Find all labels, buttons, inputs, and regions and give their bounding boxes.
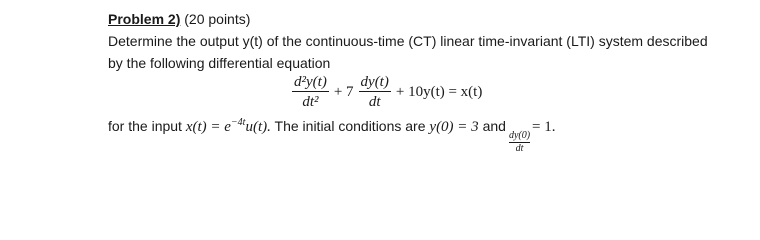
initial-derivative-value: = 1.: [532, 119, 556, 135]
initial-derivative-denominator: dt: [515, 143, 524, 154]
and-text: and: [482, 118, 506, 134]
problem-description-line-1: Determine the output y(t) of the continuous-time (CT) linear time-invariant (LTI) system described: [108, 33, 708, 49]
second-derivative-numerator: d²y(t): [294, 74, 327, 90]
plus-seven-term: + 7: [333, 83, 354, 100]
equation-remainder: + 10y(t) = x(t): [395, 83, 483, 100]
second-derivative-fraction: [292, 74, 329, 110]
problem-heading: [108, 10, 250, 28]
input-and-initial-conditions: [108, 117, 556, 154]
initial-y-value: y(0) = 3: [429, 119, 479, 135]
second-derivative-denominator: dt²: [302, 94, 319, 110]
input-expression-tail: u(t).: [245, 119, 271, 135]
input-expression: x(t) = e: [185, 119, 231, 135]
problem-label: Problem 2): [108, 11, 181, 27]
initial-conditions-text: The initial conditions are: [274, 118, 426, 134]
first-derivative-numerator: dy(t): [360, 74, 389, 90]
input-prefix: for the input: [108, 118, 182, 134]
input-exponent: −4t: [230, 117, 246, 128]
initial-derivative-numerator: dy(0): [508, 130, 531, 141]
first-derivative-fraction: [359, 74, 391, 110]
differential-equation: [290, 70, 485, 114]
initial-derivative-fraction: [509, 131, 530, 154]
problem-points: (20 points): [184, 11, 251, 27]
fraction-bar: [359, 91, 391, 92]
problem-description-line-2: by the following differential equation: [108, 55, 331, 71]
first-derivative-denominator: dt: [368, 94, 381, 110]
fraction-bar: [292, 91, 329, 92]
